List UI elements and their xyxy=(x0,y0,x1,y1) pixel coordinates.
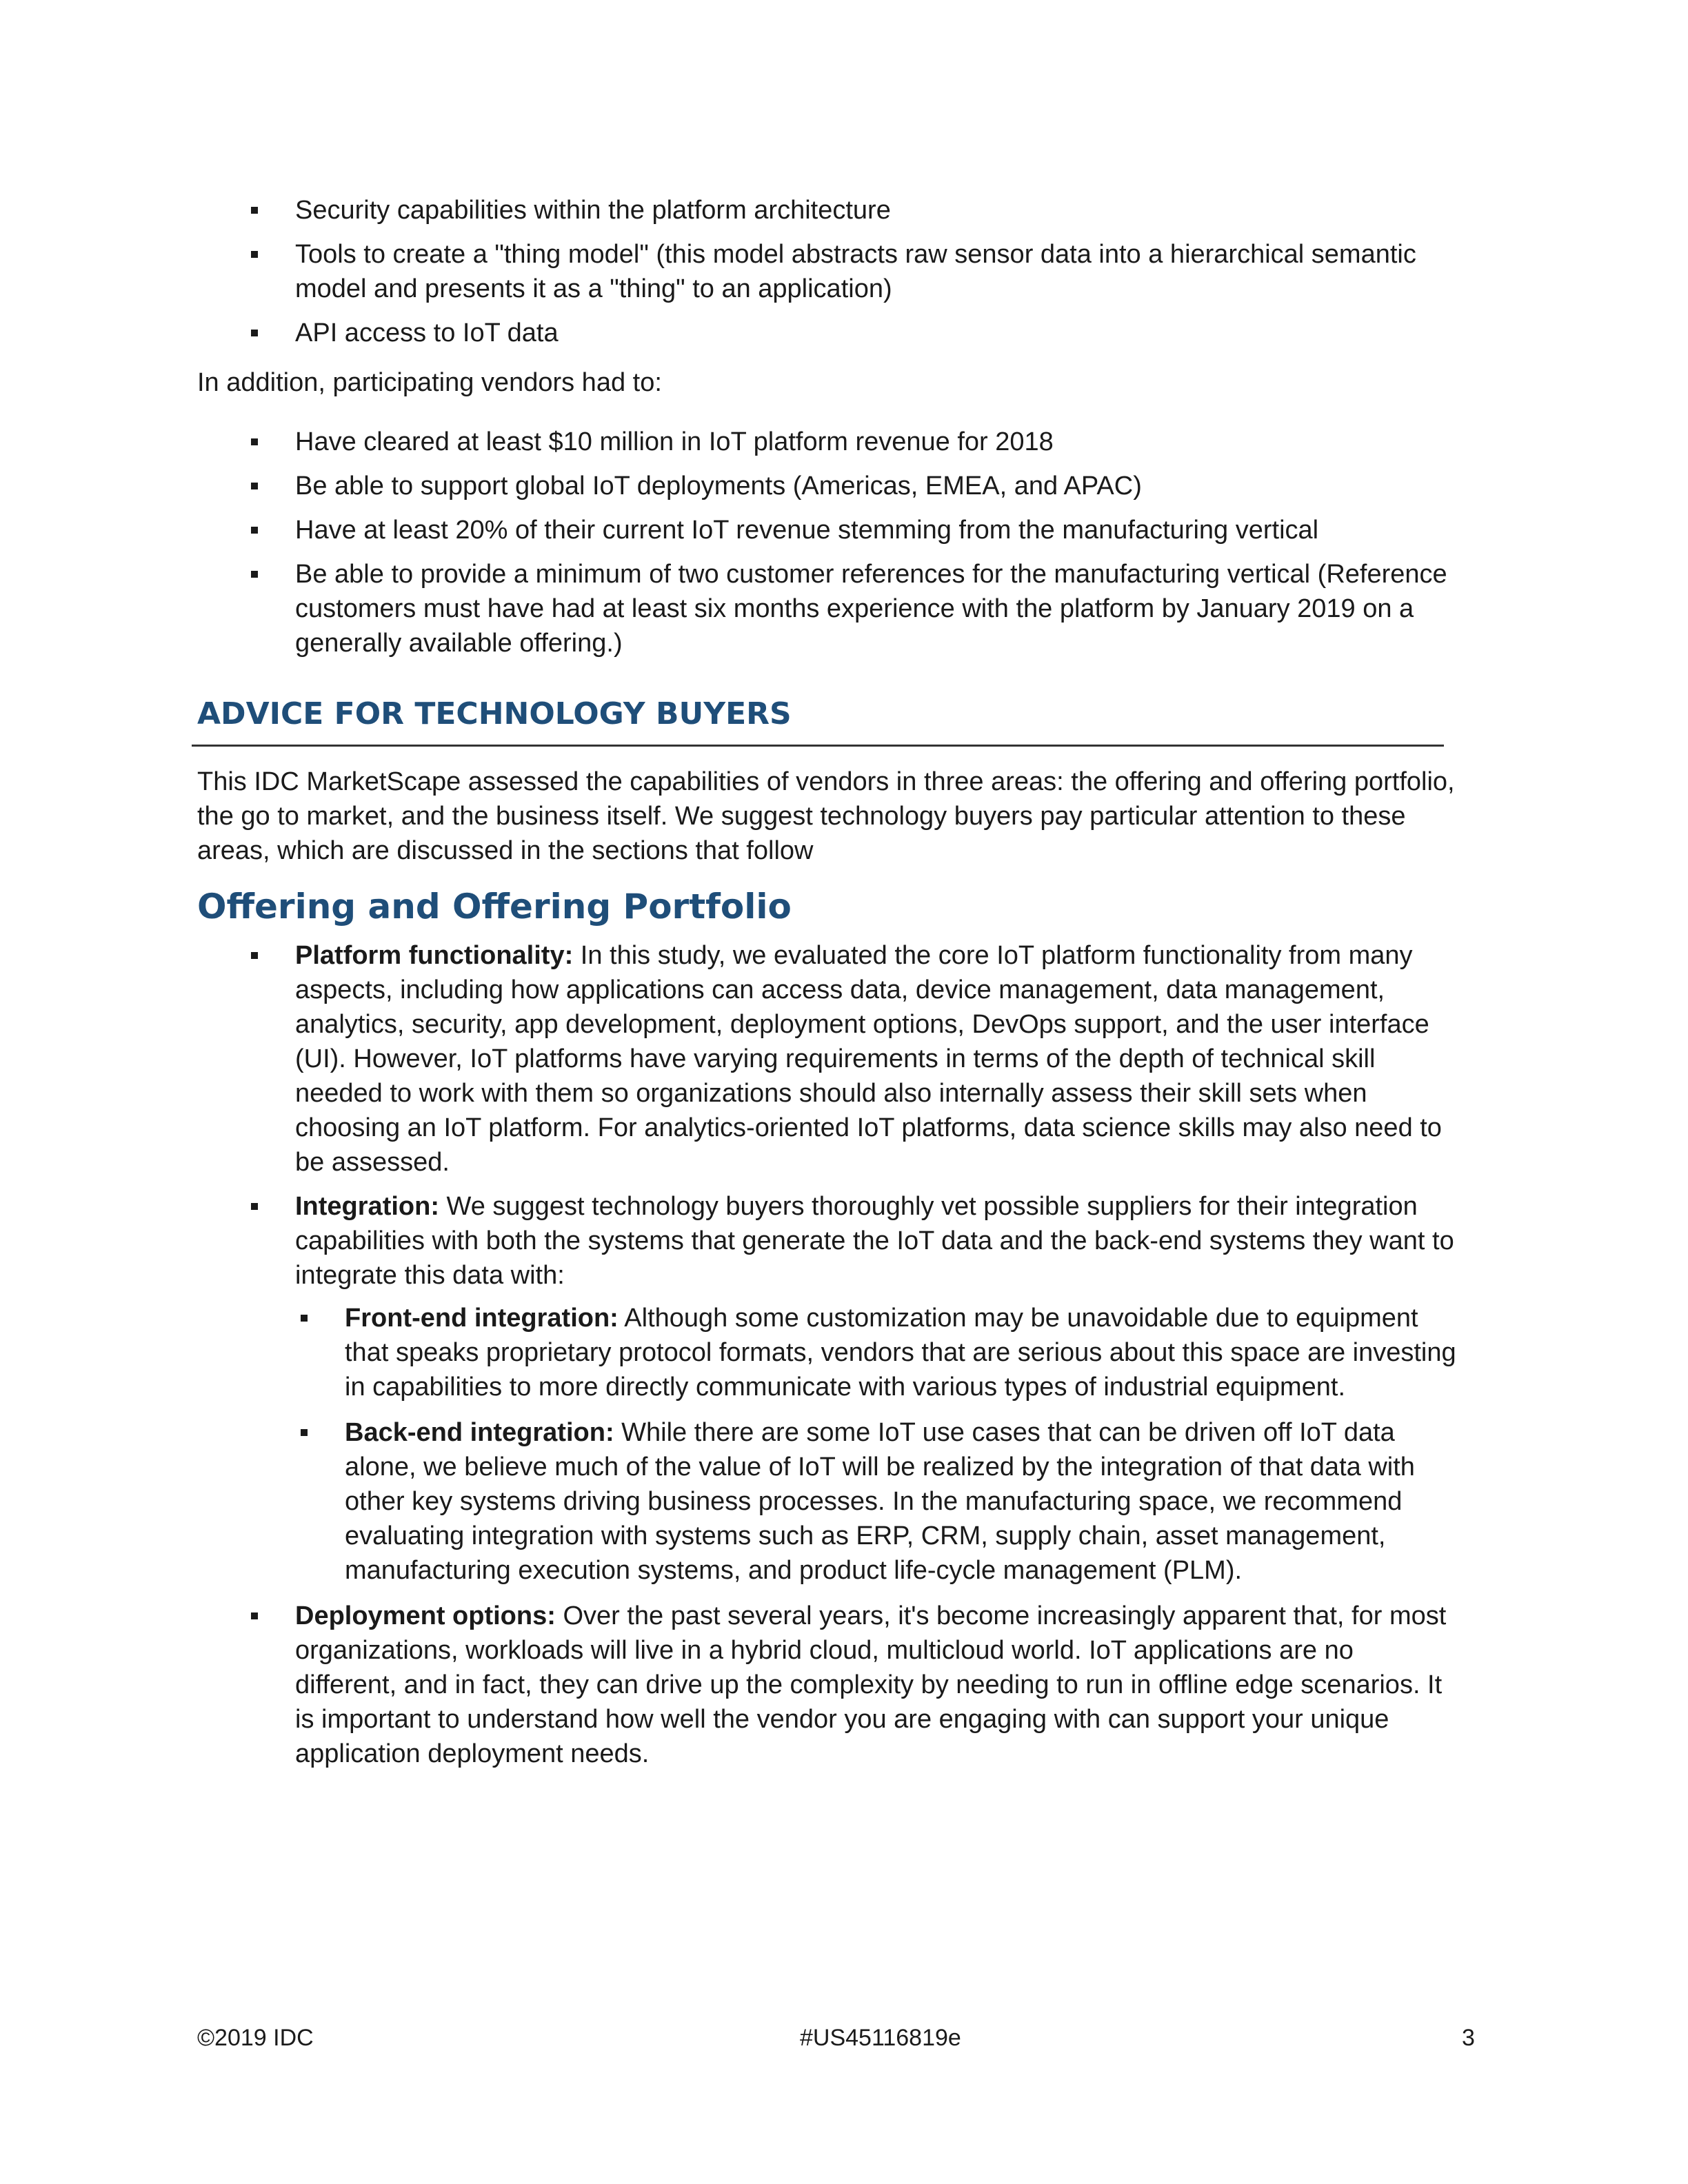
subitem-front-end xyxy=(295,1301,1459,1404)
footer-copyright: ©2019 IDC xyxy=(197,2025,314,2051)
advice-intro: This IDC MarketScape assessed the capabilities of vendors in three areas: the offering and offering portfolio, the go to market, and the business itself. We suggest technology buyers pay particular attention to these areas, which are discussed in the sections that follow xyxy=(197,767,1455,865)
list-item: Security capabilities within the platform architecture xyxy=(197,193,1459,228)
offering-item-deployment xyxy=(197,1599,1459,1771)
list-item: Tools to create a "thing model" (this model abstracts raw sensor data into a hierarchical semantic model and presents it as a "thing" to an application) xyxy=(197,237,1459,306)
subitem-back-end xyxy=(295,1415,1459,1588)
item-lead: Platform functionality: xyxy=(295,941,574,970)
offering-heading: Offering and Offering Portfolio xyxy=(197,887,792,927)
section-divider xyxy=(192,745,1444,747)
list-item: Have cleared at least $10 million in IoT platform revenue for 2018 xyxy=(197,425,1459,459)
addition-intro: In addition, participating vendors had to: xyxy=(197,368,662,397)
integration-sublist xyxy=(295,1301,1459,1588)
document-page xyxy=(197,193,1459,1781)
item-text: In this study, we evaluated the core IoT platform functionality from many aspects, including how applications can access data, device management, data management, analytics, security, app development, deployment options, DevOps support, and the user interface (UI). However, IoT platforms have varying requirements in terms of the depth of technical skill needed to work with them so organizations should also internally assess their skill sets when choosing an IoT platform. For analytics-oriented IoT platforms, data science skills may also need to be assessed. xyxy=(295,941,1442,1177)
item-lead: Integration: xyxy=(295,1192,439,1221)
item-lead: Deployment options: xyxy=(295,1601,556,1630)
vendor-requirements-list xyxy=(197,425,1459,660)
criteria-list xyxy=(197,193,1459,350)
item-lead: Back-end integration: xyxy=(345,1418,614,1447)
offering-item-platform xyxy=(197,938,1459,1180)
footer-doc-id: #US45116819e xyxy=(800,2025,961,2051)
item-text: Over the past several years, it's become increasingly apparent that, for most organizations, workloads will live in a hybrid cloud, multicloud world. IoT applications are no different, and in fact, they can drive up the complexity by needing to run in offline edge scenarios. It is important to understand how well the vendor you are engaging with can support your unique application deployment needs. xyxy=(295,1601,1447,1768)
item-text: We suggest technology buyers thoroughly vet possible suppliers for their integration capabilities with both the systems that generate the IoT data and the back-end systems they want to integrate this data with: xyxy=(295,1192,1454,1290)
footer-page-number: 3 xyxy=(1462,2025,1475,2051)
offering-item-integration xyxy=(197,1189,1459,1588)
item-lead: Front-end integration: xyxy=(345,1304,619,1333)
list-item: API access to IoT data xyxy=(197,316,1459,350)
list-item: Have at least 20% of their current IoT revenue stemming from the manufacturing vertical xyxy=(197,513,1459,547)
list-item: Be able to support global IoT deployments (Americas, EMEA, and APAC) xyxy=(197,469,1459,503)
item-text: Although some customization may be unavoidable due to equipment that speaks proprietary protocol formats, vendors that are serious about this space are investing in capabilities to more directly communicate with various types of industrial equipment. xyxy=(345,1304,1456,1402)
list-item: Be able to provide a minimum of two customer references for the manufacturing vertical (Reference customers must have had at least six months experience with the platform by January 2019 on a generally available offering.) xyxy=(197,557,1459,660)
offering-list xyxy=(197,938,1459,1771)
advice-heading: ADVICE FOR TECHNOLOGY BUYERS xyxy=(197,696,792,731)
item-text: While there are some IoT use cases that can be driven off IoT data alone, we believe much of the value of IoT will be realized by the integration of that data with other key systems driving business processes. In the manufacturing space, we recommend evaluating integration with systems such as ERP, CRM, supply chain, asset management, manufacturing execution systems, and product life-cycle management (PLM). xyxy=(345,1418,1415,1585)
